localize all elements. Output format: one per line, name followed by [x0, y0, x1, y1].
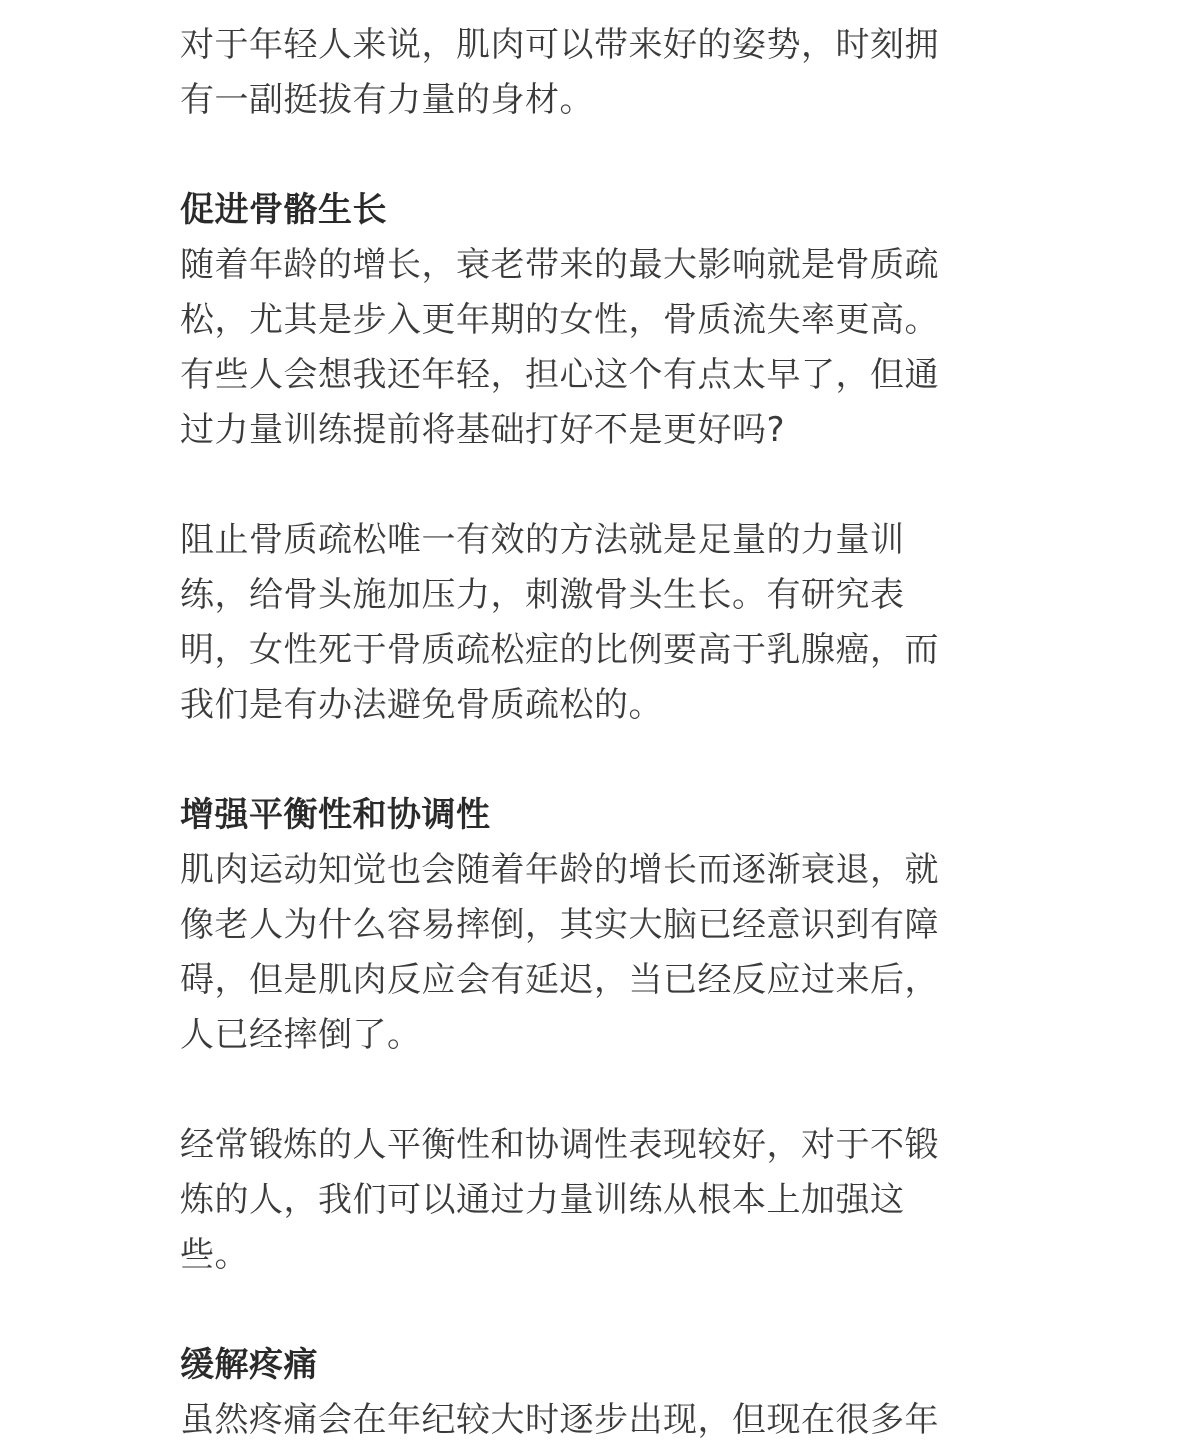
bone-growth-paragraph-2: 阻止骨质疏松唯一有效的方法就是足量的力量训 练，给骨头施加压力，刺激骨头生长。有研究表 明，女性死于骨质疏松症的比例要高于乳腺癌，而 我们是有办法避免骨质疏松的。	[180, 520, 939, 725]
balance-paragraph-1: 肌肉运动知觉也会随着年龄的增长而逐渐衰退，就 像老人为什么容易摔倒，其实大脑已经意识到有障 碍，但是肌肉反应会有延迟，当已经反应过来后， 人已经摔倒了。	[180, 850, 939, 1055]
bone-growth-paragraph-1: 随着年龄的增长，衰老带来的最大影响就是骨质疏 松，尤其是步入更年期的女性，骨质流失率更高。 有些人会想我还年轻，担心这个有点太早了，但通 过力量训练提前将基础打好不是更好吗?	[180, 245, 939, 450]
section-heading-pain-relief: 缓解疼痛	[180, 1345, 318, 1385]
paragraph-gap	[180, 128, 995, 183]
balance-paragraph-2: 经常锻炼的人平衡性和协调性表现较好，对于不锻 炼的人，我们可以通过力量训练从根本上加强这 些。	[180, 1125, 939, 1275]
pain-relief-paragraph-1: 虽然疼痛会在年纪较大时逐步出现，但现在很多年	[180, 1400, 939, 1440]
paragraph-gap	[180, 733, 995, 788]
paragraph-gap	[180, 1063, 995, 1118]
paragraph-gap	[180, 458, 995, 513]
article-body	[180, 18, 995, 1448]
section-heading-bone-growth: 促进骨骼生长	[180, 190, 387, 230]
section-heading-balance: 增强平衡性和协调性	[180, 795, 491, 835]
intro-paragraph: 对于年轻人来说，肌肉可以带来好的姿势，时刻拥 有一副挺拔有力量的身材。	[180, 25, 939, 120]
paragraph-gap	[180, 1283, 995, 1338]
